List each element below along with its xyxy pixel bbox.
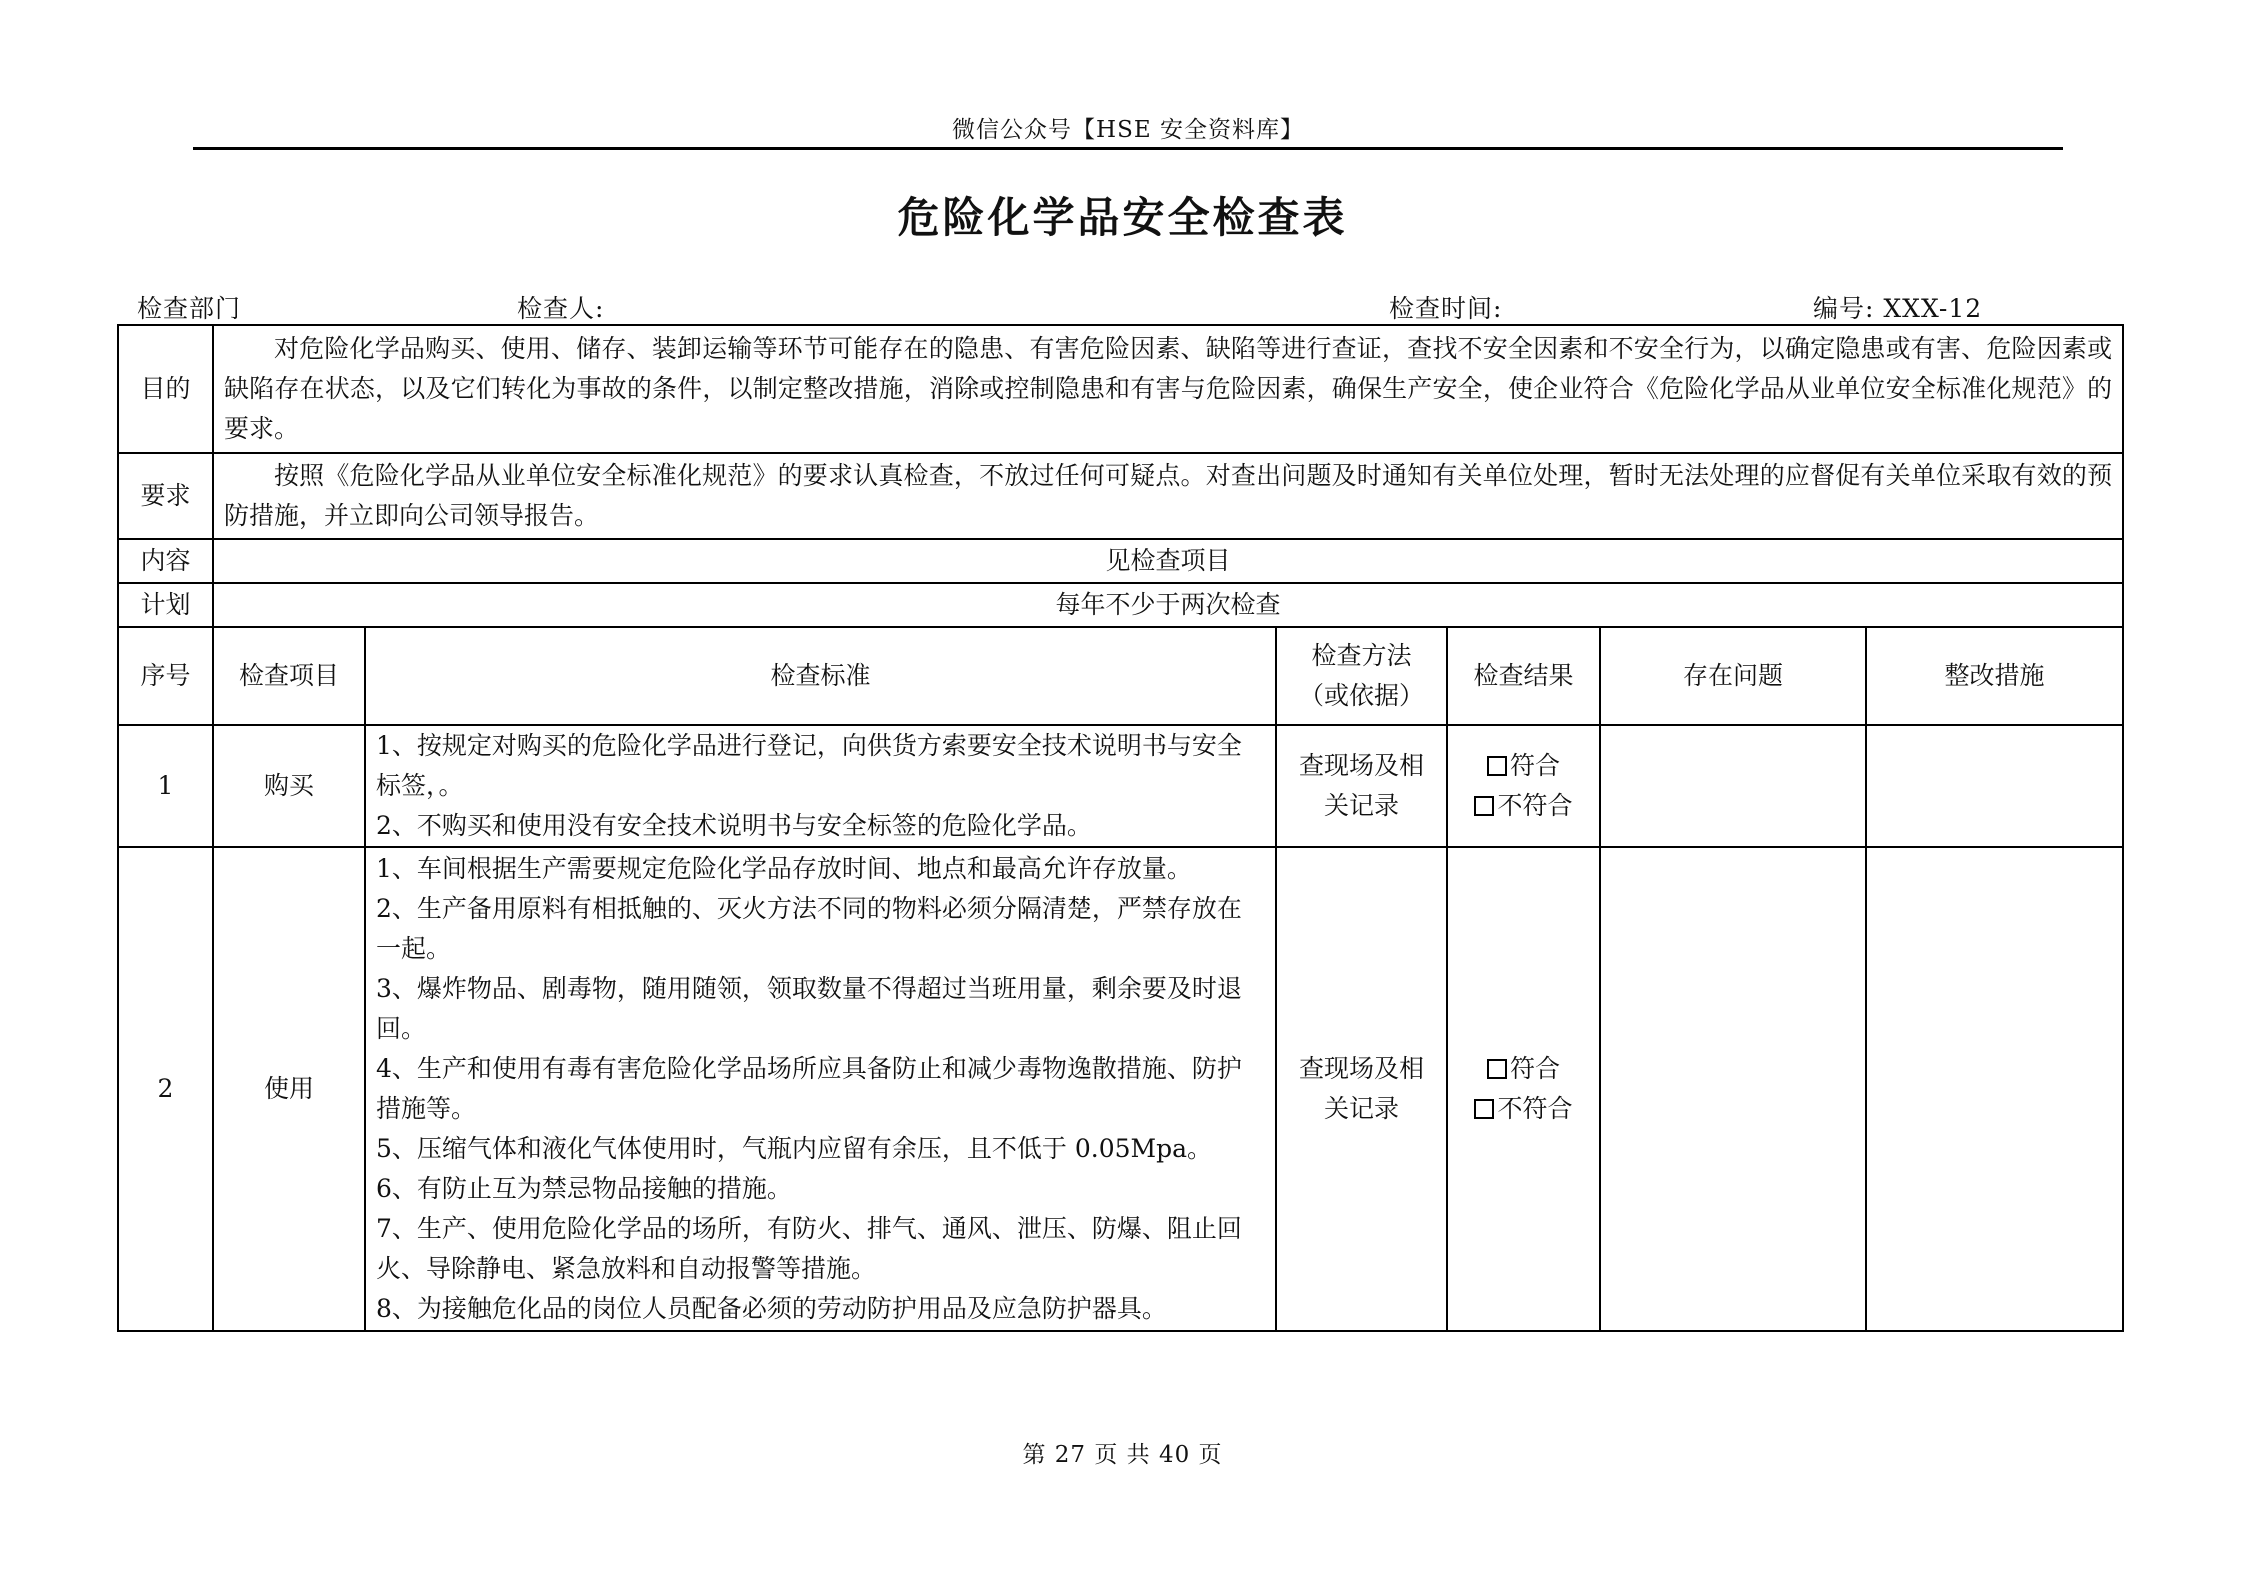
row-fix[interactable] [1866,847,2123,1331]
col-method-line2: （或依据） [1298,681,1424,710]
inspector-label: 检查人: [517,294,605,323]
row-item: 购买 [213,725,365,847]
standard-line: 2、不购买和使用没有安全技术说明书与安全标签的危险化学品。 [376,811,1092,840]
plan-row [118,583,2123,627]
row-method [1276,847,1447,1331]
time-label: 检查时间: [1389,294,1503,323]
result-ng-option[interactable] [1458,1089,1589,1129]
standard-line: 8、为接触危化品的岗位人员配备必须的劳动防护用品及应急防护器具。 [376,1294,1167,1323]
row-method-line1: 查现场及相 [1298,1054,1424,1083]
result-ng-label: 不符合 [1497,1094,1573,1123]
page-footer: 第 27 页 共 40 页 [1022,1442,1223,1468]
dept-label: 检查部门 [137,294,242,323]
purpose-label: 目的 [118,325,213,453]
plan-value: 每年不少于两次检查 [213,583,2123,627]
standard-line: 3、爆炸物品、剧毒物，随用随领，领取数量不得超过当班用量，剩余要及时退回。 [376,974,1242,1043]
requirement-text: 按照《危险化学品从业单位安全标准化规范》的要求认真检查，不放过任何可疑点。对查出问题及时通知有关单位处理，暂时无法处理的应督促有关单位采取有效的预防措施，并立即向公司领导报告。 [213,453,2123,539]
col-method [1276,627,1447,725]
standard-line: 7、生产、使用危险化学品的场所，有防火、排气、通风、泄压、防爆、阻止回火、导除静电、紧急放料和自动报警等措施。 [376,1214,1242,1283]
standard-line: 4、生产和使用有毒有害危险化学品场所应具备防止和减少毒物逸散措施、防护措施等。 [376,1054,1242,1123]
row-no: 2 [118,847,213,1331]
row-method [1276,725,1447,847]
row-fix[interactable] [1866,725,2123,847]
standard-line: 6、有防止互为禁忌物品接触的措施。 [376,1174,792,1203]
standard-line: 1、按规定对购买的危险化学品进行登记，向供货方索要安全技术说明书与安全标签，。 [376,731,1242,800]
standard-line: 1、车间根据生产需要规定危险化学品存放时间、地点和最高允许存放量。 [376,854,1192,883]
col-item: 检查项目 [213,627,365,725]
result-ok-option[interactable] [1458,1049,1589,1089]
row-item: 使用 [213,847,365,1331]
document-code: 编号: XXX-12 [1813,294,1983,323]
row-standards [365,847,1276,1331]
plan-label: 计划 [118,583,213,627]
result-ok-label: 符合 [1509,751,1560,780]
result-ok-option[interactable] [1458,746,1589,786]
col-fix: 整改措施 [1866,627,2123,725]
purpose-row [118,325,2123,453]
header-divider [193,147,2063,150]
row-method-line1: 查现场及相 [1298,751,1424,780]
checkbox-icon[interactable] [1487,756,1507,776]
col-result: 检查结果 [1447,627,1600,725]
requirement-label: 要求 [118,453,213,539]
row-result [1447,725,1600,847]
content-label: 内容 [118,539,213,583]
column-header-row [118,627,2123,725]
col-standard: 检查标准 [365,627,1276,725]
checkbox-icon[interactable] [1487,1059,1507,1079]
result-ok-label: 符合 [1509,1054,1560,1083]
requirement-row [118,453,2123,539]
row-issue[interactable] [1600,725,1866,847]
content-value: 见检查项目 [213,539,2123,583]
document-title: 危险化学品安全检查表 [897,193,1348,242]
col-no: 序号 [118,627,213,725]
row-standards [365,725,1276,847]
col-issue: 存在问题 [1600,627,1866,725]
row-method-line2: 关记录 [1323,791,1399,820]
table-row [118,847,2123,1331]
col-method-line1: 检查方法 [1311,641,1412,670]
row-issue[interactable] [1600,847,1866,1331]
table-row [118,725,2123,847]
row-no: 1 [118,725,213,847]
result-ng-option[interactable] [1458,786,1589,826]
checkbox-icon[interactable] [1474,1099,1494,1119]
content-row [118,539,2123,583]
standard-line: 2、生产备用原料有相抵触的、灭火方法不同的物料必须分隔清楚，严禁存放在一起。 [376,894,1242,963]
row-result [1447,847,1600,1331]
inspection-table [117,324,2124,1332]
purpose-text: 对危险化学品购买、使用、储存、装卸运输等环节可能存在的隐患、有害危险因素、缺陷等进行查证，查找不安全因素和不安全行为，以确定隐患或有害、危险因素或缺陷存在状态，以及它们转化为事故的条件，以制定整改措施，消除或控制隐患和有害与危险因素，确保生产安全，使企业符合《危险化学品从业单位安全标准化规范》的要求。 [213,325,2123,453]
result-ng-label: 不符合 [1497,791,1573,820]
row-method-line2: 关记录 [1323,1094,1399,1123]
standard-line: 5、压缩气体和液化气体使用时，气瓶内应留有余压，且不低于 0.05Mpa。 [376,1134,1213,1163]
checkbox-icon[interactable] [1474,796,1494,816]
page-header: 微信公众号【HSE 安全资料库】 [952,117,1304,143]
